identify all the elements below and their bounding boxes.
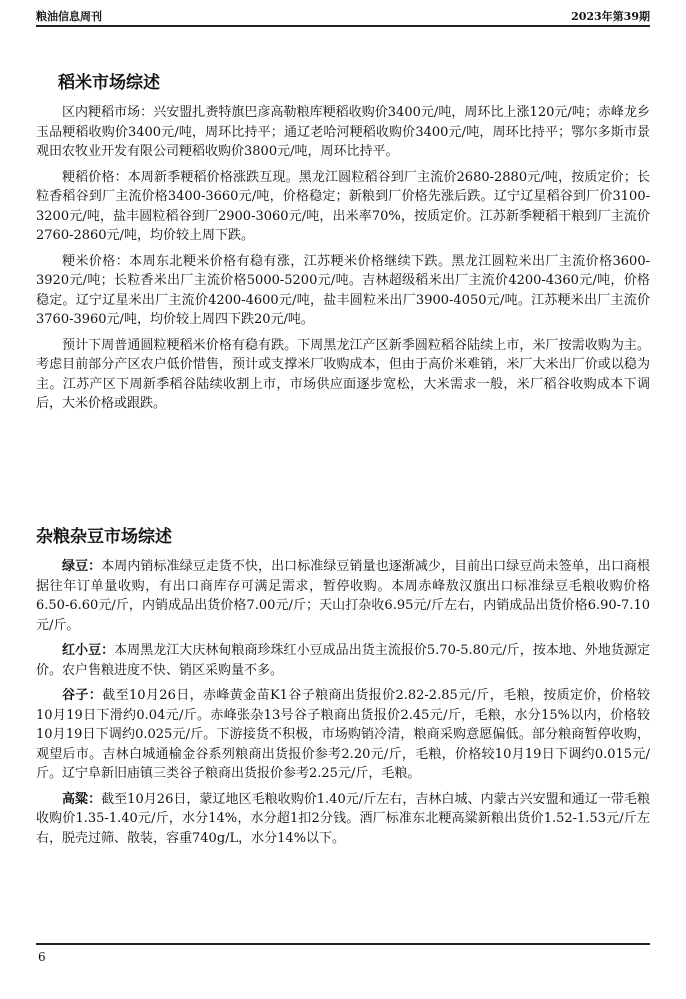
- footer-divider: [36, 943, 650, 945]
- paragraph-body: 截至10月26日，蒙辽地区毛粮收购价1.40元/斤左右，吉林白城、内蒙古兴安盟和通辽一带毛粮收购价1.35-1.40元/斤，水分14%，水分超1扣2分钱。酒厂标准东北粳高粱新粮出货价1.52-1.53元/斤左右，脱壳过筛、散装，容重740g/L，水分14%以下。: [36, 791, 650, 846]
- paragraph-lead: 高粱：: [62, 791, 102, 807]
- grains-paragraph-mung-bean: [36, 557, 650, 635]
- grains-market-section: [36, 522, 650, 854]
- grains-paragraph-millet: [36, 686, 650, 784]
- page-header: [36, 2, 650, 27]
- rice-paragraph-paddy-price: 粳稻价格：本周新季粳稻价格涨跌互现。黑龙江圆粒稻谷到厂主流价2680-2880元/吨，按质定价；长粒香稻谷到厂主流价格3400-3660元/吨，价格稳定；新粮到厂价格先涨后跌。辽宁辽星稻谷到厂价3100-3200元/吨，盐丰圆粒稻谷到厂2900-3060元/吨，出米率70%，按质定价。江苏新季粳稻干粮到厂主流价2760-2860元/吨，均价较上周下跌。: [36, 169, 650, 243]
- paragraph-body: 本周内销标准绿豆走货不快，出口标准绿豆销量也逐渐减少，目前出口绿豆尚未签单，出口商根据往年订单量收购，有出口商库存可满足需求，暂停收购。本周赤峰敖汉旗出口标准绿豆毛粮收购价格6.50-6.60元/斤，内销成品出货价格7.00元/斤；天山打杂收6.95元/斤左右，内销成品出货价格6.90-7.10元/斤。: [36, 559, 650, 633]
- rice-paragraph-regional: 区内粳稻市场：兴安盟扎赉特旗巴彦高勒粮库粳稻收购价3400元/吨，周环比上涨120元/吨；赤峰龙乡玉品粳稻收购价3400元/吨，周环比持平；通辽老哈河粳稻收购价3400元/吨，周环比持平；鄂尔多斯市景观田农牧业开发有限公司粳稻收购价3800元/吨，周环比持平。: [36, 105, 650, 159]
- rice-paragraph-rice-price: 粳米价格：本周东北粳米价格有稳有涨，江苏粳米价格继续下跌。黑龙江圆粒米出厂主流价格3600-3920元/吨；长粒香米出厂主流价格5000-5200元/吨。吉林超级稻米出厂主流价4200-4360元/吨，价格稳定。辽宁辽星米出厂主流价4200-4600元/吨，盐丰圆粒米出厂3900-4050元/吨。江苏粳米出厂主流价3760-3960元/吨，均价较上周四下跌20元/吨。: [36, 253, 650, 327]
- issue-number: 2023年第39期: [571, 10, 650, 23]
- rice-market-section: [36, 68, 650, 420]
- grains-paragraph-red-bean: [36, 641, 650, 680]
- grains-section-title: 杂粮杂豆市场综述: [36, 527, 172, 547]
- paragraph-lead: 谷子：: [62, 688, 103, 703]
- page-number: 6: [38, 950, 46, 964]
- rice-paragraph-forecast: 预计下周普通圆粒粳稻米价格有稳有跌。下周黑龙江产区新季圆粒稻谷陆续上市，米厂按需收购为主。考虑目前部分产区农户低价惜售，预计或支撑米厂收购成本，但由于高价米难销，米厂大米出厂价或以稳为主。江苏产区下周新季稻谷陆续收割上市，市场供应面逐步宽松，大米需求一般，米厂稻谷收购成本下调后，大米价格或跟跌。: [36, 337, 650, 411]
- grains-paragraph-sorghum: [36, 790, 650, 849]
- paragraph-body: 本周黑龙江大庆林甸粮商珍珠红小豆成品出货主流报价5.70-5.80元/斤，按本地、外地货源定价。农户售粮进度不快、销区采购量不多。: [36, 643, 650, 678]
- paragraph-lead: 红小豆：: [62, 643, 115, 658]
- rice-section-title: 稻米市场综述: [58, 73, 160, 93]
- publication-name: 粮油信息周刊: [36, 10, 102, 23]
- paragraph-lead: 绿豆：: [62, 559, 102, 574]
- paragraph-body: 截至10月26日，赤峰黄金苗K1谷子粮商出货报价2.82-2.85元/斤，毛粮，按质定价，价格较10月19日下滑约0.04元/斤。赤峰张杂13号谷子粮商出货报价2.45元/斤，毛粮，水分15%以内，价格较10月19日下调约0.025元/斤。下游接货不积极，市场购销冷清，粮商采购意愿偏低。部分粮商暂停收购，观望后市。吉林白城通榆金谷系列粮商出货报价参考2.20元/斤，毛粮，价格较10月19日下调约0.015元/斤。辽宁阜新旧庙镇三类谷子粮商出货报价参考2.25元/斤，毛粮。: [36, 688, 650, 781]
